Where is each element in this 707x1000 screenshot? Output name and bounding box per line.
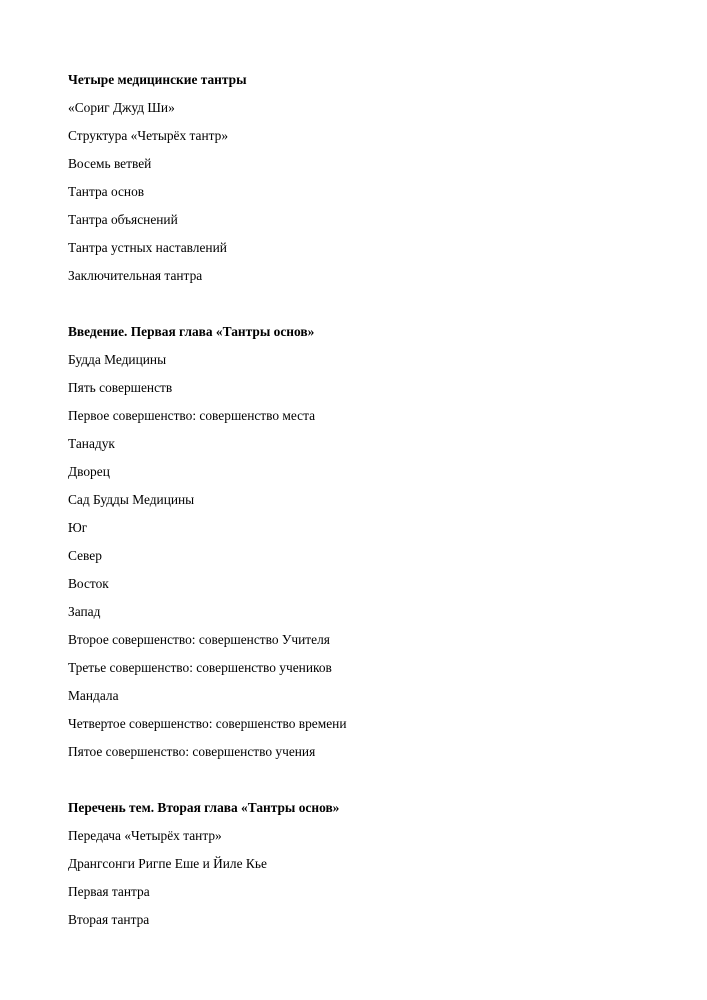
toc-item: Пятое совершенство: совершенство учения bbox=[68, 744, 316, 759]
toc-item: Север bbox=[68, 548, 102, 563]
toc-item: Восемь ветвей bbox=[68, 156, 152, 171]
toc-item: Будда Медицины bbox=[68, 352, 167, 367]
section-heading: Перечень тем. Вторая глава «Тантры основ» bbox=[68, 800, 340, 815]
toc-item: Третье совершенство: совершенство учеников bbox=[68, 660, 332, 675]
toc-item: Восток bbox=[68, 576, 109, 591]
toc-item: Структура «Четырёх тантр» bbox=[68, 128, 229, 143]
toc-section-four-tantras bbox=[68, 66, 668, 290]
toc-item: Пять совершенств bbox=[68, 380, 173, 395]
toc-item: Мандала bbox=[68, 688, 119, 703]
section-heading: Четыре медицинские тантры bbox=[68, 72, 247, 87]
toc-item: Юг bbox=[68, 520, 88, 535]
toc-item: Тантра объяснений bbox=[68, 212, 178, 227]
toc-item: Сад Будды Медицины bbox=[68, 492, 195, 507]
toc-item: Второе совершенство: совершенство Учителя bbox=[68, 632, 330, 647]
toc-item: Танадук bbox=[68, 436, 115, 451]
section-heading: Введение. Первая глава «Тантры основ» bbox=[68, 324, 315, 339]
toc-section-topics bbox=[68, 794, 668, 934]
toc-item: Вторая тантра bbox=[68, 912, 150, 927]
table-of-contents bbox=[68, 66, 668, 934]
toc-item: Дрангсонги Ригпе Еше и Йиле Кье bbox=[68, 856, 267, 871]
toc-item: Первая тантра bbox=[68, 884, 150, 899]
toc-item: Заключительная тантра bbox=[68, 268, 203, 283]
toc-item: Дворец bbox=[68, 464, 110, 479]
toc-item: Тантра основ bbox=[68, 184, 145, 199]
toc-section-introduction bbox=[68, 318, 668, 766]
toc-item: Первое совершенство: совершенство места bbox=[68, 408, 316, 423]
toc-item: Передача «Четырёх тантр» bbox=[68, 828, 222, 843]
toc-item: «Сориг Джуд Ши» bbox=[68, 100, 175, 115]
toc-item: Тантра устных наставлений bbox=[68, 240, 227, 255]
toc-item: Четвертое совершенство: совершенство времени bbox=[68, 716, 347, 731]
toc-item: Запад bbox=[68, 604, 101, 619]
